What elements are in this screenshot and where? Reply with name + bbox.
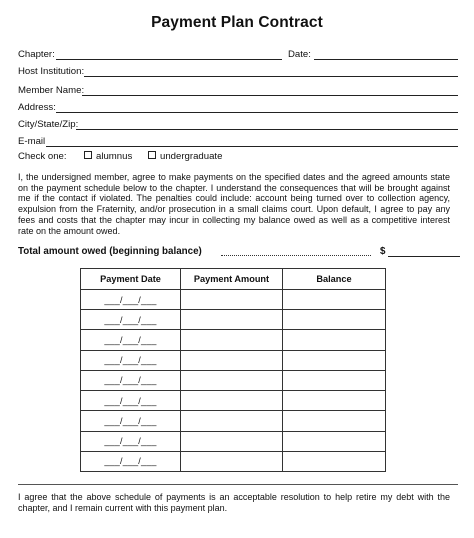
chapter-field[interactable] xyxy=(56,59,282,60)
balance-cell[interactable] xyxy=(283,411,386,431)
date-field[interactable] xyxy=(314,59,458,60)
undergraduate-label: undergraduate xyxy=(160,151,223,162)
email-field[interactable] xyxy=(46,146,458,147)
agreement-paragraph: I, the undersigned member, agree to make payments on the specified dates and the agreed amounts state on the payment schedule below to the chapter. I understand the consequences that will be brought against me if the contact if violated. The penalties could include: account being turned over to collection agency, expulsion from the Fraternity, and/or prosecution in a small claims court. Upon default, I agree to pay any fees and costs that the chapter may incur in collecting my balance owed as well as a competitive interest rate on the amount owed. xyxy=(18,172,450,236)
table-row xyxy=(81,310,386,330)
total-amount-field[interactable] xyxy=(388,256,460,257)
city-state-zip-row xyxy=(18,118,458,132)
alumnus-checkbox[interactable] xyxy=(84,151,92,159)
host-institution-label: Host Institution: xyxy=(18,66,85,77)
payment-date-cell[interactable]: ___/___/___ xyxy=(81,431,181,451)
member-name-row xyxy=(18,84,458,98)
payment-amount-cell[interactable] xyxy=(181,310,283,330)
table-header-row xyxy=(81,269,386,290)
chapter-label: Chapter: xyxy=(18,49,55,60)
balance-cell[interactable] xyxy=(283,431,386,451)
header-balance: Balance xyxy=(283,269,386,290)
table-row xyxy=(81,290,386,310)
payment-date-cell[interactable]: ___/___/___ xyxy=(81,411,181,431)
payment-date-cell[interactable]: ___/___/___ xyxy=(81,310,181,330)
payment-schedule-table xyxy=(80,268,386,472)
table-row xyxy=(81,451,386,471)
payment-amount-cell[interactable] xyxy=(181,391,283,411)
address-field[interactable] xyxy=(56,112,458,113)
date-label: Date: xyxy=(288,49,311,60)
payment-amount-cell[interactable] xyxy=(181,350,283,370)
address-label: Address: xyxy=(18,102,56,113)
payment-date-cell[interactable]: ___/___/___ xyxy=(81,350,181,370)
payment-date-cell[interactable]: ___/___/___ xyxy=(81,290,181,310)
balance-cell[interactable] xyxy=(283,370,386,390)
dotted-leader xyxy=(221,255,371,256)
check-one-label: Check one: xyxy=(18,151,67,162)
payment-amount-cell[interactable] xyxy=(181,411,283,431)
city-state-zip-label: City/State/Zip: xyxy=(18,119,79,130)
payment-date-cell[interactable]: ___/___/___ xyxy=(81,391,181,411)
undergraduate-checkbox[interactable] xyxy=(148,151,156,159)
email-row xyxy=(18,135,458,149)
table-row xyxy=(81,391,386,411)
total-amount-label: Total amount owed (beginning balance) xyxy=(18,246,202,257)
option-undergraduate[interactable] xyxy=(148,151,222,163)
balance-cell[interactable] xyxy=(283,350,386,370)
member-name-field[interactable] xyxy=(82,95,458,96)
payment-amount-cell[interactable] xyxy=(181,370,283,390)
alumnus-label: alumnus xyxy=(96,151,133,162)
balance-cell[interactable] xyxy=(283,451,386,471)
email-label: E-mail xyxy=(18,136,46,147)
address-row xyxy=(18,101,458,115)
table-row xyxy=(81,330,386,350)
table-row xyxy=(81,350,386,370)
table-row xyxy=(81,411,386,431)
balance-cell[interactable] xyxy=(283,391,386,411)
balance-cell[interactable] xyxy=(283,310,386,330)
table-row xyxy=(81,431,386,451)
payment-amount-cell[interactable] xyxy=(181,330,283,350)
payment-date-cell[interactable]: ___/___/___ xyxy=(81,451,181,471)
page-title: Payment Plan Contract xyxy=(151,14,323,31)
host-institution-field[interactable] xyxy=(84,76,458,77)
header-payment-amount: Payment Amount xyxy=(181,269,283,290)
closing-paragraph: I agree that the above schedule of payments is an acceptable resolution to help retire my debt with the chapter, and I remain current with this payment plan. xyxy=(18,492,450,513)
payment-date-cell[interactable]: ___/___/___ xyxy=(81,330,181,350)
table-row xyxy=(81,370,386,390)
host-institution-row xyxy=(18,65,458,79)
member-name-label: Member Name: xyxy=(18,85,85,96)
balance-cell[interactable] xyxy=(283,330,386,350)
currency-symbol: $ xyxy=(380,246,386,257)
header-payment-date: Payment Date xyxy=(81,269,181,290)
payment-amount-cell[interactable] xyxy=(181,431,283,451)
payment-amount-cell[interactable] xyxy=(181,290,283,310)
city-state-zip-field[interactable] xyxy=(76,129,458,130)
section-divider xyxy=(18,484,458,485)
payment-date-cell[interactable]: ___/___/___ xyxy=(81,370,181,390)
option-alumnus[interactable] xyxy=(84,151,132,163)
chapter-row xyxy=(18,48,458,62)
balance-cell[interactable] xyxy=(283,290,386,310)
payment-amount-cell[interactable] xyxy=(181,451,283,471)
